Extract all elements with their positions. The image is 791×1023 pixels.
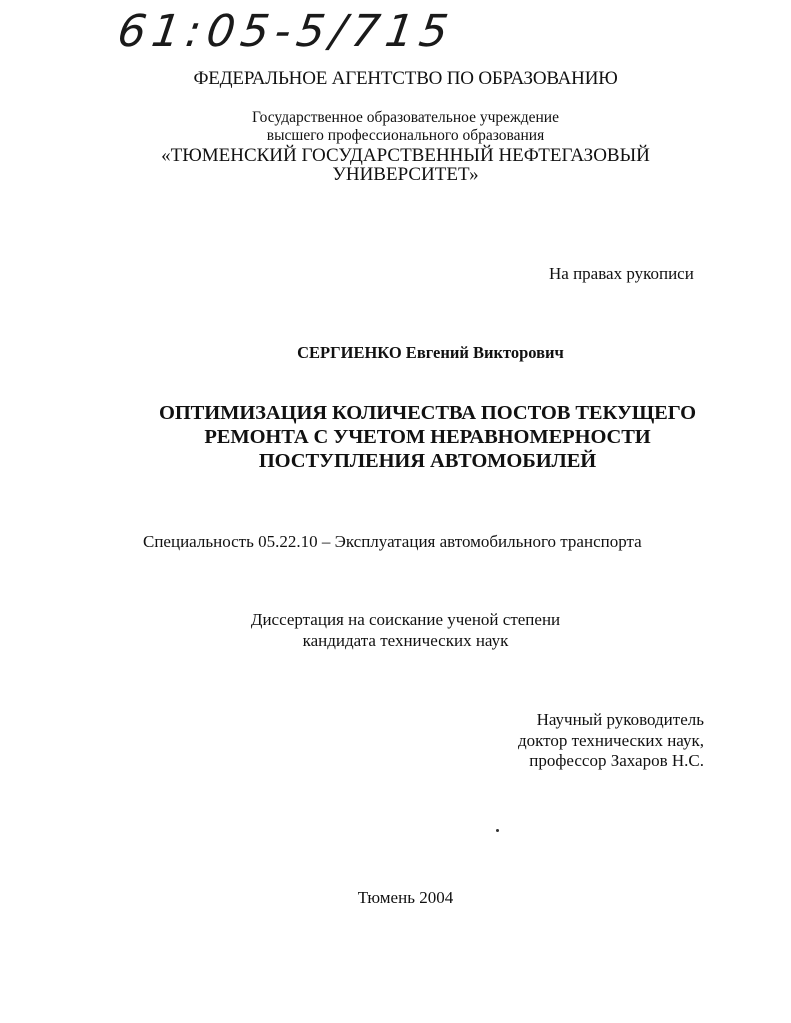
university-name-line1: «ТЮМЕНСКИЙ ГОСУДАРСТВЕННЫЙ НЕФТЕГАЗОВЫЙ <box>161 145 650 166</box>
degree-line1: Диссертация на соискание ученой степени <box>250 610 561 629</box>
manuscript-rights-note: На правах рукописи <box>549 264 694 283</box>
institution-type-line2: высшего профессионального образования <box>266 127 545 144</box>
handwritten-registration-code: 61:05-5/715 <box>114 6 458 57</box>
agency-name: ФЕДЕРАЛЬНОЕ АГЕНТСТВО ПО ОБРАЗОВАНИЮ <box>193 68 618 89</box>
institution-type-line1: Государственное образовательное учреждение <box>252 109 559 126</box>
city-year: Тюмень 2004 <box>357 888 454 907</box>
university-name-line2: УНИВЕРСИТЕТ» <box>332 164 479 185</box>
dissertation-title-line1: ОПТИМИЗАЦИЯ КОЛИЧЕСТВА ПОСТОВ ТЕКУЩЕГО <box>158 402 697 424</box>
supervisor-degree: доктор технических наук, <box>517 731 704 750</box>
author-name: СЕРГИЕНКО Евгений Викторович <box>297 343 564 362</box>
specialty-line: Специальность 05.22.10 – Эксплуатация автомобильного транспорта <box>143 532 642 551</box>
degree-line2: кандидата технических наук <box>302 631 509 650</box>
supervisor-role: Научный руководитель <box>536 710 704 729</box>
scan-speck <box>496 829 499 832</box>
supervisor-name: профессор Захаров Н.С. <box>529 751 704 770</box>
dissertation-title-line2: РЕМОНТА С УЧЕТОМ НЕРАВНОМЕРНОСТИ <box>204 426 651 448</box>
dissertation-title-line3: ПОСТУПЛЕНИЯ АВТОМОБИЛЕЙ <box>258 450 597 472</box>
